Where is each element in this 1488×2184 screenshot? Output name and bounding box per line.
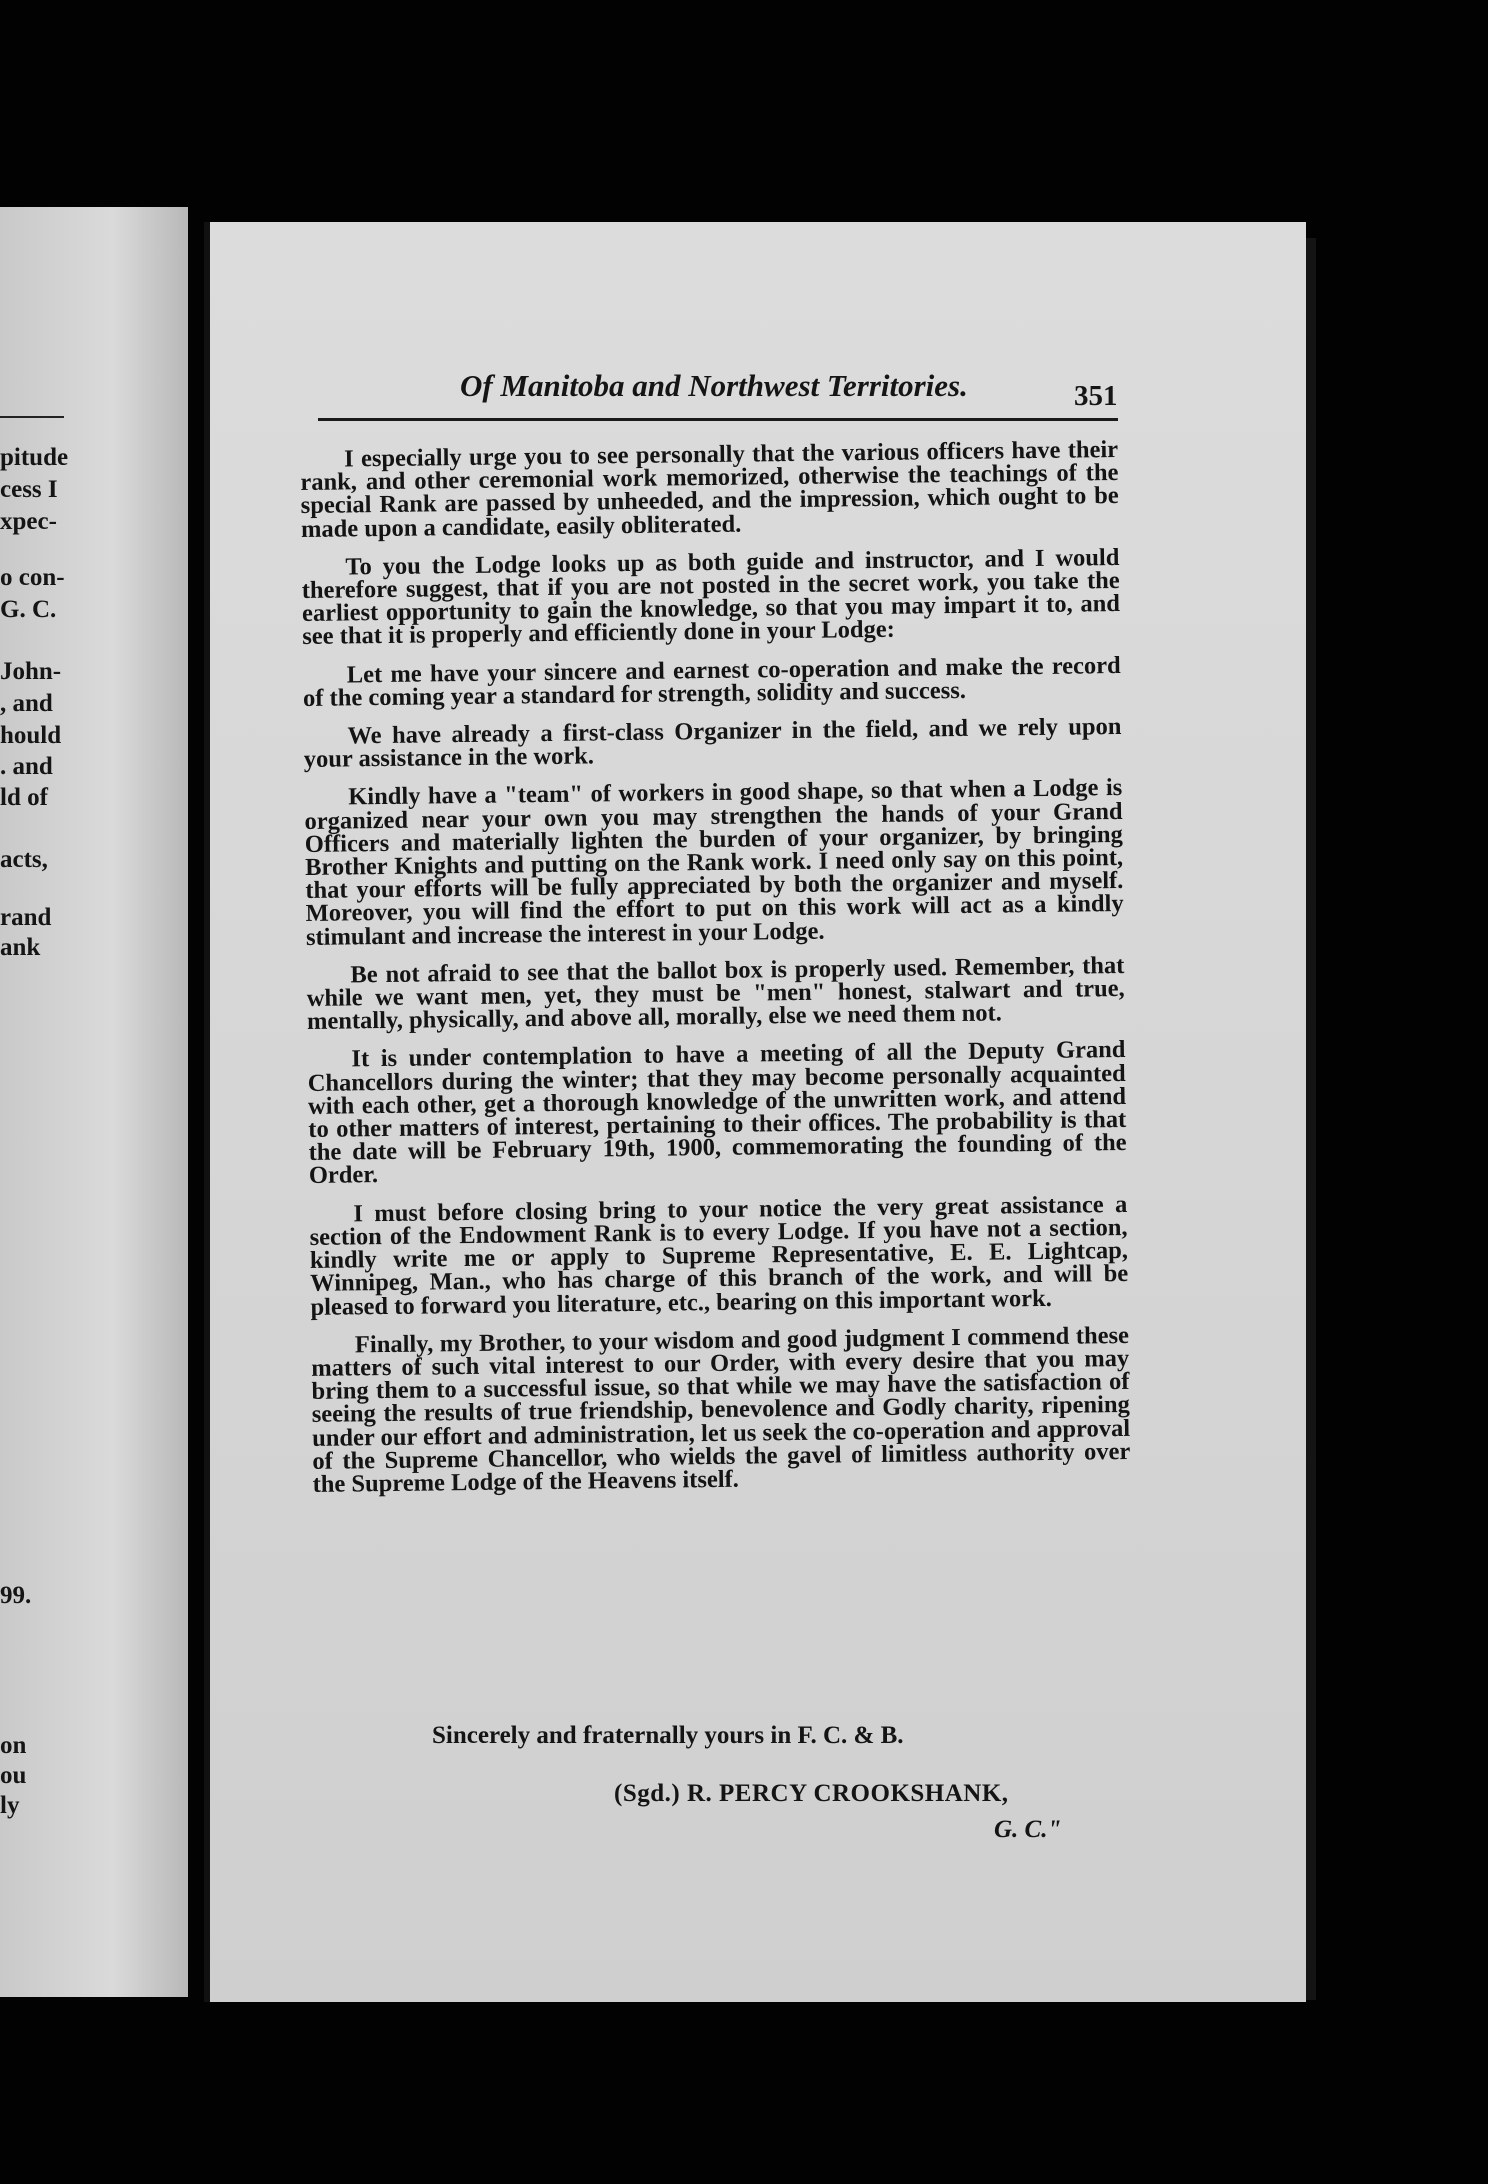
closing-line: Sincerely and fraternally yours in F. C. & B. bbox=[432, 1722, 904, 1749]
left-page-fragment: ou bbox=[0, 1762, 27, 1789]
left-page-fragment: ld of bbox=[0, 784, 48, 811]
running-header: Of Manitoba and Northwest Territories. bbox=[460, 368, 968, 403]
left-page-fragment: acts, bbox=[0, 846, 48, 873]
signature: (Sgd.) R. PERCY CROOKSHANK, bbox=[614, 1780, 1009, 1807]
paragraph: We have already a first-class Organizer in the field, and we rely upon your assistance in the work. bbox=[303, 713, 1122, 774]
letter-body bbox=[300, 438, 1131, 1511]
header-rule bbox=[318, 418, 1118, 421]
left-page-fragment: 99. bbox=[0, 1582, 32, 1609]
left-page-fragment: G. C. bbox=[0, 596, 57, 623]
left-page-fragment: John- bbox=[0, 658, 62, 685]
paragraph: It is under contemplation to have a meeting of all the Deputy Grand Chancellors during the winter; that they may become personally acquainted with each other, get a thorough knowledge of the unwritten work, and attend to other matters of interest, pertaining to their offices. The probability is that the date will be February 19th, 1900, commemorating the founding of the Order. bbox=[307, 1036, 1127, 1190]
left-page-fragment: ly bbox=[0, 1792, 20, 1819]
page-edge-shadow bbox=[1306, 238, 1316, 2000]
left-page-fragment: cess I bbox=[0, 476, 58, 503]
signature-title: G. C." bbox=[994, 1816, 1062, 1843]
left-page-fragment: on bbox=[0, 1732, 27, 1759]
left-page-fragment: rand bbox=[0, 904, 52, 931]
left-page-fragment: o con- bbox=[0, 564, 65, 591]
page-number: 351 bbox=[1074, 380, 1118, 412]
left-page-fragment: hould bbox=[0, 722, 62, 749]
paragraph: Let me have your sincere and earnest co-operation and make the record of the coming year a standard for strength, solidity and success. bbox=[302, 651, 1121, 712]
left-page-fragment: pitude bbox=[0, 444, 69, 471]
paragraph: I especially urge you to see personally that the various officers have their rank, and other ceremonial work memorized, otherwise the teachings of the special Rank are passed by unheeded, and the impression, which ought to be made upon a candidate, easily obliterated. bbox=[300, 436, 1119, 543]
left-facing-page bbox=[0, 207, 188, 1997]
paragraph: Finally, my Brother, to your wisdom and good judgment I commend these matters of such vital interest to our Order, with every desire that you may bring them to a successful issue, so that while we may have the satisfaction of seeing the results of true friendship, benevolence and Godly charity, ripening under our effort and administration, let us seek the co-operation and approval of the Supreme Chancellor, who wields the gavel of limitless authority over the Supreme Lodge of the Heavens itself. bbox=[311, 1321, 1131, 1498]
left-page-fragment: xpec- bbox=[0, 508, 57, 535]
left-page-fragment: ank bbox=[0, 934, 41, 961]
left-page-rule bbox=[0, 416, 64, 418]
left-page-fragment: . and bbox=[0, 753, 53, 780]
paragraph: To you the Lodge looks up as both guide and instructor, and I would therefore suggest, that if you are not posted in the secret work, you take the earliest opportunity to gain the knowledge, so that you may impart it to, and see that it is properly and efficiently done in your Lodge: bbox=[301, 543, 1121, 651]
paragraph: I must before closing bring to your notice the very great assistance a section of the Endowment Rank is to every Lodge. If you have not a section, kindly write me or apply to Supreme Representative, E. E. Lightcap, Winnipeg, Man., who has charge of this branch of the work, and will be pleased to forward you literature, etc., bearing on this important work. bbox=[309, 1190, 1129, 1321]
paragraph: Be not afraid to see that the ballot box is properly used. Remember, that while we want men, yet, they must be "men" honest, stalwart and true, mentally, physically, and above all, morally, else we need them not. bbox=[306, 951, 1125, 1036]
paragraph: Kindly have a "team" of workers in good shape, so that when a Lodge is organized near your own you may strengthen the hands of your Grand Officers and materially lighten the burden of your organizer, by bringing Brother Knights and putting on the Rank work. I need only say on this point, that your efforts will be fully appreciated by both the organizer and myself. Moreover, you will find the effort to put on this work will act as a kindly stimulant and increase the interest in your Lodge. bbox=[304, 774, 1124, 951]
left-page-fragment: , and bbox=[0, 690, 53, 717]
